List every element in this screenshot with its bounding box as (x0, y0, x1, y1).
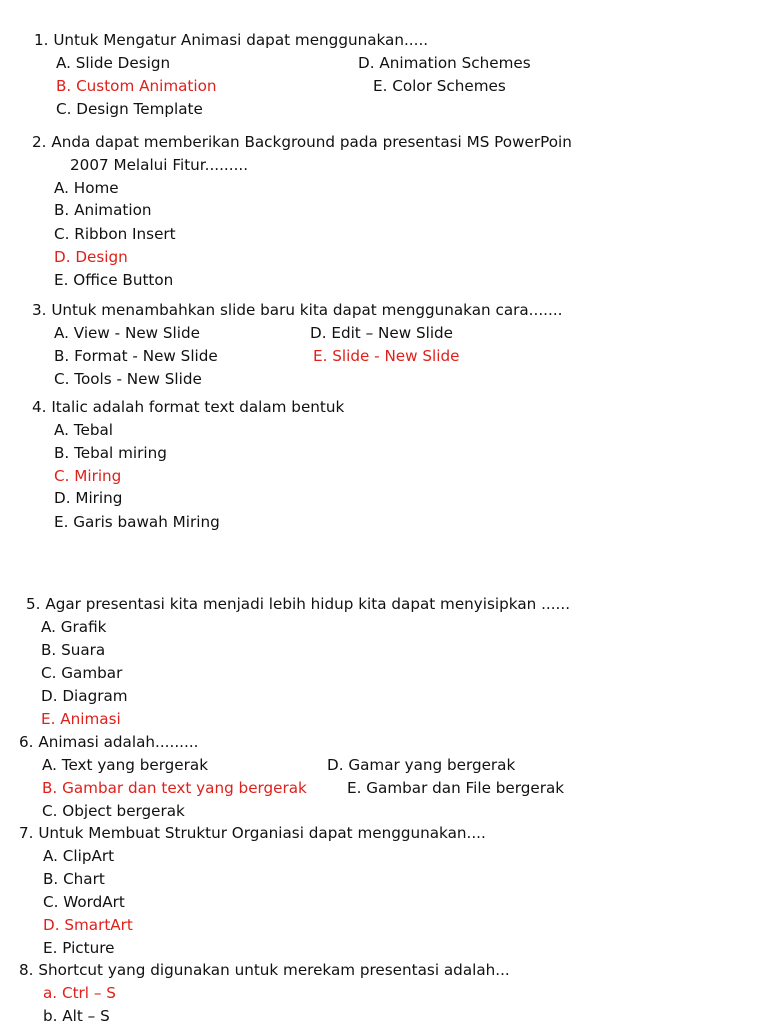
question-7-option-c: C. WordArt (43, 893, 125, 911)
question-8-option-a-correct: a. Ctrl – S (43, 984, 116, 1002)
question-3-option-a: A. View - New Slide (54, 324, 200, 342)
question-6-option-b-correct: B. Gambar dan text yang bergerak (42, 779, 307, 797)
question-2-stem-continued: 2007 Melalui Fitur......... (70, 156, 249, 174)
question-6-option-a: A. Text yang bergerak (42, 756, 208, 774)
question-1-option-c: C. Design Template (56, 100, 203, 118)
question-1-option-b-correct: B. Custom Animation (56, 77, 217, 95)
question-2-stem: 2. Anda dapat memberikan Background pada presentasi MS PowerPoin (32, 133, 572, 151)
question-6-option-e: E. Gambar dan File bergerak (347, 779, 565, 797)
question-4-option-e: E. Garis bawah Miring (54, 513, 220, 531)
question-3-option-d: D. Edit – New Slide (310, 324, 454, 342)
question-1-option-d: D. Animation Schemes (358, 54, 531, 72)
question-4-option-c-correct: C. Miring (54, 467, 122, 485)
question-2-option-e: E. Office Button (54, 271, 174, 289)
question-5-option-a: A. Grafik (41, 618, 107, 636)
question-5-stem: 5. Agar presentasi kita menjadi lebih hidup kita dapat menyisipkan ...... (26, 595, 571, 613)
question-3-option-b: B. Format - New Slide (54, 347, 218, 365)
question-7-stem: 7. Untuk Membuat Struktur Organiasi dapat menggunakan.... (19, 824, 486, 842)
question-8-stem: 8. Shortcut yang digunakan untuk merekam presentasi adalah... (19, 961, 510, 979)
question-7-option-d-correct: D. SmartArt (43, 916, 133, 934)
question-6-stem: 6. Animasi adalah......... (19, 733, 199, 751)
question-5-option-e-correct: E. Animasi (41, 710, 121, 728)
question-6-option-c: C. Object bergerak (42, 802, 185, 820)
question-5-option-d: D. Diagram (41, 687, 128, 705)
question-4-option-a: A. Tebal (54, 421, 113, 439)
question-6-option-d: D. Gamar yang bergerak (327, 756, 516, 774)
question-5-option-c: C. Gambar (41, 664, 123, 682)
question-7-option-e: E. Picture (43, 939, 115, 957)
question-2-option-d-correct: D. Design (54, 248, 128, 266)
question-3-stem: 3. Untuk menambahkan slide baru kita dapat menggunakan cara....... (32, 301, 563, 319)
question-2-option-a: A. Home (54, 179, 119, 197)
question-8-option-b: b. Alt – S (43, 1007, 110, 1025)
question-2-option-b: B. Animation (54, 201, 152, 219)
question-3-option-e-correct: E. Slide - New Slide (313, 347, 460, 365)
question-3-option-c: C. Tools - New Slide (54, 370, 202, 388)
question-7-option-b: B. Chart (43, 870, 105, 888)
question-4-option-b: B. Tebal miring (54, 444, 167, 462)
question-2-option-c: C. Ribbon Insert (54, 225, 176, 243)
question-1-option-a: A. Slide Design (56, 54, 171, 72)
question-1-option-e: E. Color Schemes (373, 77, 506, 95)
question-4-stem: 4. Italic adalah format text dalam bentuk (32, 398, 345, 416)
question-4-option-d: D. Miring (54, 489, 123, 507)
question-1-stem: 1. Untuk Mengatur Animasi dapat menggunakan..... (34, 31, 429, 49)
question-7-option-a: A. ClipArt (43, 847, 115, 865)
question-5-option-b: B. Suara (41, 641, 106, 659)
